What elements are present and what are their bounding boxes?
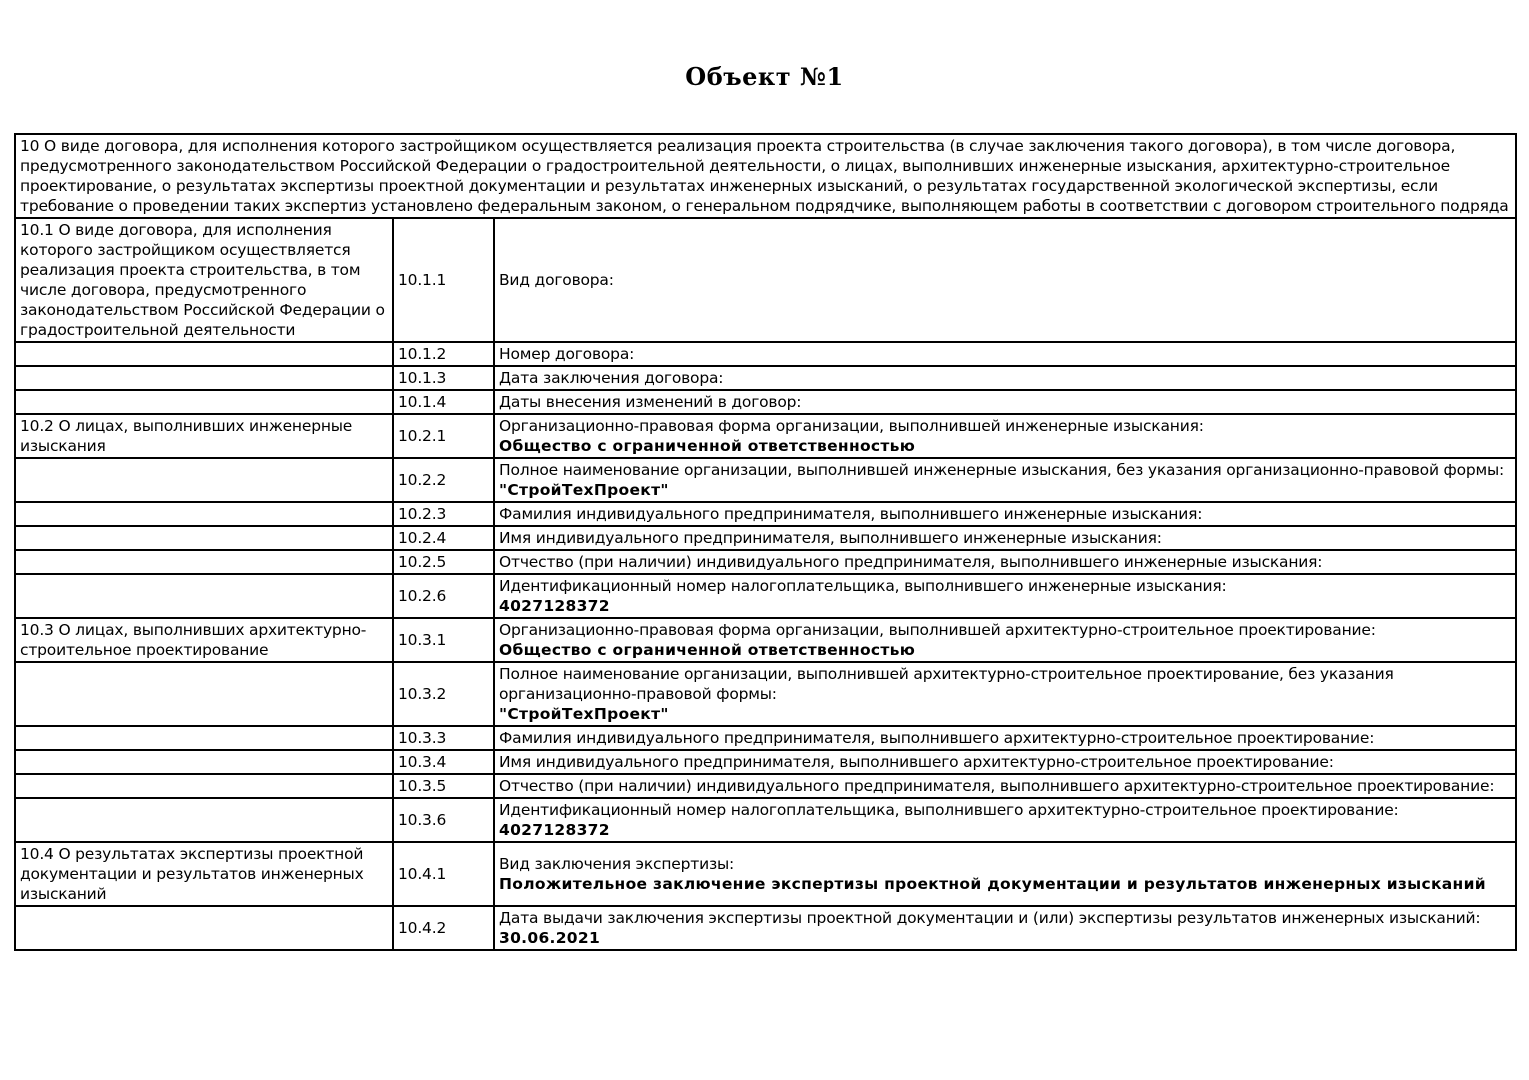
content-cell [494, 526, 1516, 550]
field-label: Идентификационный номер налогоплательщика, выполнившего архитектурно-строительное проектирование: [499, 801, 1399, 819]
content-cell [494, 458, 1516, 502]
code-cell: 10.4.2 [393, 906, 494, 950]
code-cell: 10.2.1 [393, 414, 494, 458]
content-cell [494, 414, 1516, 458]
section-cell [15, 726, 393, 750]
table-header-row [15, 134, 1516, 218]
field-value: Общество с ограниченной ответственностью [499, 641, 916, 659]
field-label: Номер договора: [499, 345, 635, 363]
page-title: Объект №1 [685, 62, 844, 91]
code-cell: 10.3.2 [393, 662, 494, 726]
field-label: Вид заключения экспертизы: [499, 855, 735, 873]
table-row [15, 502, 1516, 526]
table-row [15, 218, 1516, 342]
section-cell: 10.3 О лицах, выполнивших архитектурно-строительное проектирование [15, 618, 393, 662]
section-cell [15, 574, 393, 618]
field-label: Имя индивидуального предпринимателя, выполнившего архитектурно-строительное проектирование: [499, 753, 1334, 771]
table-row [15, 342, 1516, 366]
content-cell [494, 502, 1516, 526]
table-row [15, 906, 1516, 950]
content-cell [494, 390, 1516, 414]
field-label: Вид договора: [499, 271, 614, 289]
field-label: Организационно-правовая форма организации, выполнившей инженерные изыскания: [499, 417, 1204, 435]
field-label: Отчество (при наличии) индивидуального предпринимателя, выполнившего архитектурно-строительное проектирование: [499, 777, 1495, 795]
field-label: Полное наименование организации, выполнившей инженерные изыскания, без указания организационно-правовой формы: [499, 461, 1505, 479]
table-row [15, 750, 1516, 774]
field-label: Идентификационный номер налогоплательщика, выполнившего инженерные изыскания: [499, 577, 1227, 595]
code-cell: 10.3.3 [393, 726, 494, 750]
section-cell [15, 366, 393, 390]
field-label: Дата выдачи заключения экспертизы проектной документации и (или) экспертизы результатов инженерных изысканий: [499, 909, 1481, 927]
field-value: 4027128372 [499, 821, 610, 839]
table-row [15, 390, 1516, 414]
code-cell: 10.3.6 [393, 798, 494, 842]
section-cell: 10.1 О виде договора, для исполнения которого застройщиком осуществляется реализация проекта строительства, в том числе договора, предусмотренного законодательством Российской Федерации о градостроительной деятельности [15, 218, 393, 342]
code-cell: 10.1.1 [393, 218, 494, 342]
code-cell: 10.2.4 [393, 526, 494, 550]
field-label: Фамилия индивидуального предпринимателя, выполнившего инженерные изыскания: [499, 505, 1203, 523]
code-cell: 10.2.2 [393, 458, 494, 502]
content-cell [494, 726, 1516, 750]
content-cell [494, 618, 1516, 662]
field-value: Общество с ограниченной ответственностью [499, 437, 916, 455]
field-label: Имя индивидуального предпринимателя, выполнившего инженерные изыскания: [499, 529, 1162, 547]
table-row [15, 662, 1516, 726]
section-cell [15, 906, 393, 950]
code-cell: 10.1.3 [393, 366, 494, 390]
code-cell: 10.4.1 [393, 842, 494, 906]
section-cell [15, 798, 393, 842]
project-declaration-table [14, 133, 1517, 951]
content-cell [494, 774, 1516, 798]
content-cell [494, 662, 1516, 726]
table-row [15, 574, 1516, 618]
field-label: Дата заключения договора: [499, 369, 724, 387]
table-header-text: 10 О виде договора, для исполнения которого застройщиком осуществляется реализация проекта строительства (в случае заключения такого договора), в том числе договора, предусмотренного законодательством Российской Федерации о градостроительной деятельности, о лицах, выполнивших инженерные изыскания, архитектурно-строительное проектирование, о результатах экспертизы проектной документации и результатах инженерных изысканий, о результатах государственной экологической экспертизы, если требование о проведении таких экспертиз установлено федеральным законом, о генеральном подрядчике, выполняющем работы в соответствии с договором строительного подряда [15, 134, 1516, 218]
code-cell: 10.3.5 [393, 774, 494, 798]
table-row [15, 726, 1516, 750]
field-value: 4027128372 [499, 597, 610, 615]
field-label: Полное наименование организации, выполнившей архитектурно-строительное проектирование, без указания организационно-правовой формы: [499, 665, 1394, 703]
code-cell: 10.2.5 [393, 550, 494, 574]
table-row [15, 550, 1516, 574]
field-label: Отчество (при наличии) индивидуального предпринимателя, выполнившего инженерные изыскания: [499, 553, 1323, 571]
content-cell [494, 750, 1516, 774]
code-cell: 10.1.4 [393, 390, 494, 414]
code-cell: 10.2.6 [393, 574, 494, 618]
table-row [15, 414, 1516, 458]
table-row [15, 458, 1516, 502]
field-value: Положительное заключение экспертизы проектной документации и результатов инженерных изысканий [499, 875, 1486, 893]
section-cell [15, 390, 393, 414]
field-value: "СтройТехПроект" [499, 705, 669, 723]
section-cell: 10.2 О лицах, выполнивших инженерные изыскания [15, 414, 393, 458]
content-cell [494, 342, 1516, 366]
table-row [15, 618, 1516, 662]
table-row [15, 798, 1516, 842]
content-cell [494, 550, 1516, 574]
field-value: 30.06.2021 [499, 929, 601, 947]
table-row [15, 526, 1516, 550]
field-label: Фамилия индивидуального предпринимателя, выполнившего архитектурно-строительное проектирование: [499, 729, 1375, 747]
field-value: "СтройТехПроект" [499, 481, 669, 499]
section-cell [15, 458, 393, 502]
section-cell: 10.4 О результатах экспертизы проектной документации и результатов инженерных изысканий [15, 842, 393, 906]
code-cell: 10.2.3 [393, 502, 494, 526]
content-cell [494, 798, 1516, 842]
content-cell [494, 218, 1516, 342]
code-cell: 10.3.4 [393, 750, 494, 774]
section-cell [15, 502, 393, 526]
section-cell [15, 750, 393, 774]
table-row [15, 366, 1516, 390]
code-cell: 10.3.1 [393, 618, 494, 662]
section-cell [15, 526, 393, 550]
content-cell [494, 366, 1516, 390]
content-cell [494, 842, 1516, 906]
table-row [15, 774, 1516, 798]
code-cell: 10.1.2 [393, 342, 494, 366]
content-cell [494, 906, 1516, 950]
section-cell [15, 550, 393, 574]
content-cell [494, 574, 1516, 618]
field-label: Организационно-правовая форма организации, выполнившей архитектурно-строительное проектирование: [499, 621, 1376, 639]
table-row [15, 842, 1516, 906]
section-cell [15, 342, 393, 366]
field-label: Даты внесения изменений в договор: [499, 393, 802, 411]
section-cell [15, 662, 393, 726]
section-cell [15, 774, 393, 798]
